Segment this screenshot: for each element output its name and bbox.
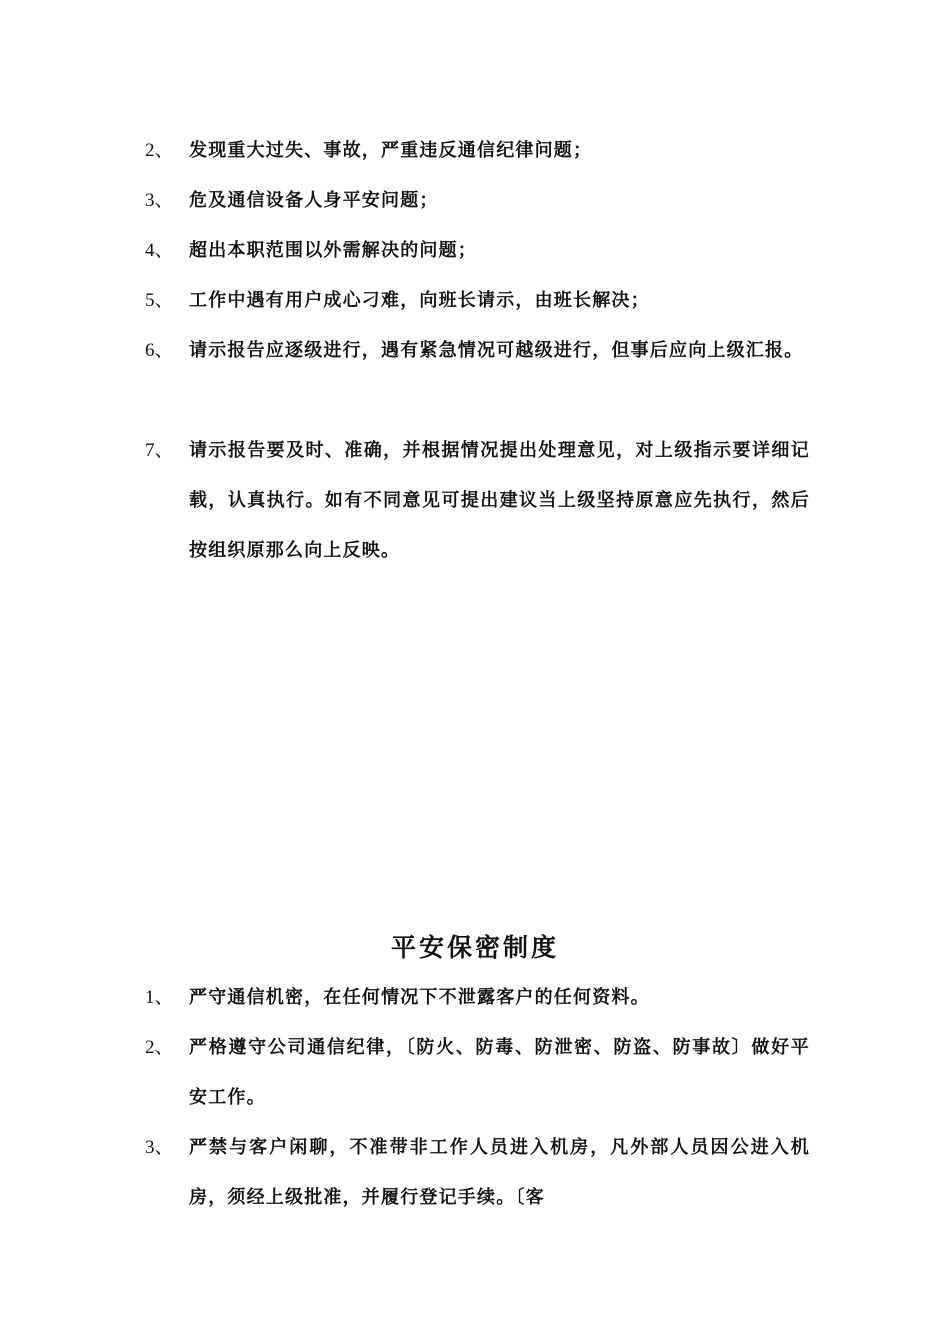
- item-number: 2、: [145, 1037, 174, 1058]
- item-number: 1、: [145, 987, 174, 1008]
- list-item: [145, 1023, 810, 1123]
- list-item: [145, 126, 810, 176]
- item-number: 4、: [145, 240, 174, 261]
- list-item: [145, 226, 810, 276]
- list-item: [145, 176, 810, 226]
- item-text: 超出本职范围以外需解决的问题；: [189, 240, 477, 261]
- item-text: 严格遵守公司通信纪律，〔防火、防毒、防泄密、防盗、防事故〕做好平安工作。: [189, 1037, 810, 1108]
- list-item: [145, 326, 810, 376]
- item-number: 5、: [145, 290, 174, 311]
- list-item: [145, 276, 810, 326]
- list-item: [145, 1123, 810, 1223]
- item-number: 7、: [145, 440, 174, 461]
- item-number: 3、: [145, 1137, 174, 1158]
- item-text: 严守通信机密，在任何情况下不泄露客户的任何资料。: [189, 987, 650, 1008]
- item-number: 3、: [145, 190, 174, 211]
- item-text: 危及通信设备人身平安问题；: [189, 190, 439, 211]
- item-text: 请示报告应逐级进行，遇有紧急情况可越级进行，但事后应向上级汇报。: [189, 340, 804, 361]
- list-item: [145, 973, 810, 1023]
- section-title: 平安保密制度: [390, 933, 559, 962]
- item-text: 发现重大过失、事故，严重违反通信纪律问题；: [189, 140, 593, 161]
- item-number: 6、: [145, 340, 174, 361]
- item-text: 严禁与客户闲聊，不准带非工作人员进入机房，凡外部人员因公进入机房，须经上级批准，并履行登记手续。〔客: [189, 1137, 810, 1208]
- list-item: [145, 426, 810, 576]
- item-text: 工作中遇有用户成心刁难，向班长请示，由班长解决；: [189, 290, 650, 311]
- item-number: 2、: [145, 140, 174, 161]
- item-text: 请示报告要及时、准确，并根据情况提出处理意见，对上级指示要详细记载，认真执行。如有不同意见可提出建议当上级坚持原意应先执行，然后按组织原那么向上反映。: [189, 440, 810, 561]
